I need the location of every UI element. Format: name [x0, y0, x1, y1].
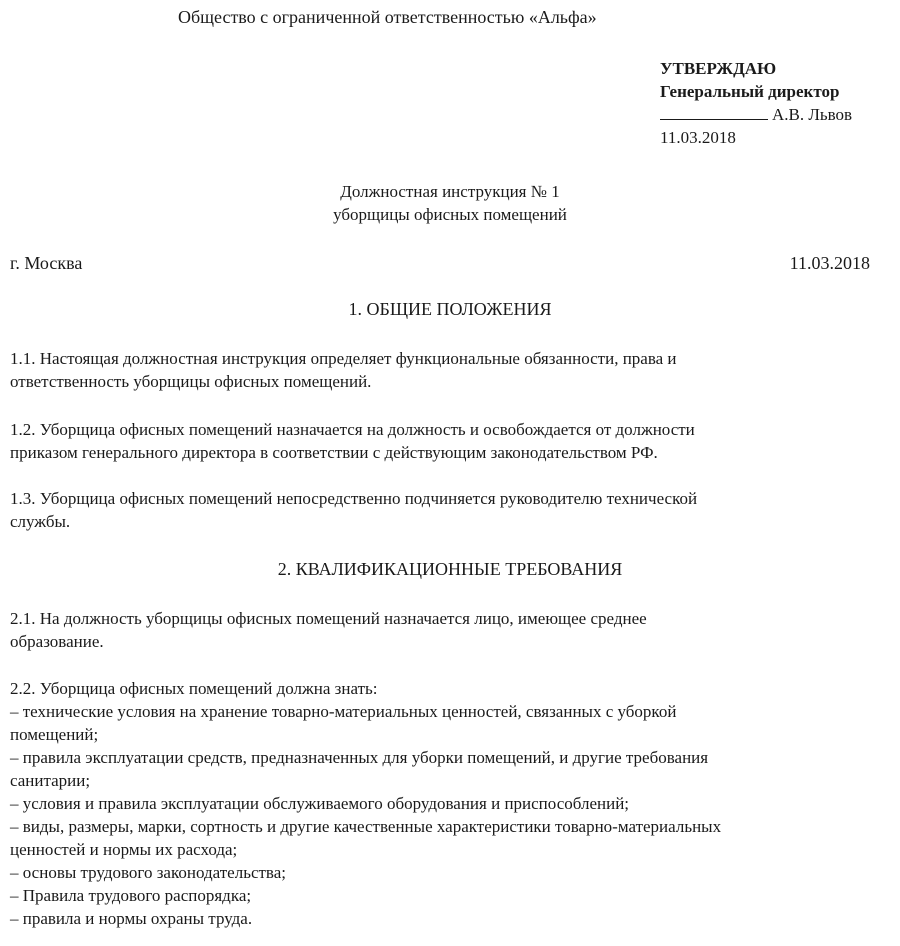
paragraph	[10, 347, 870, 393]
approval-date: 11.03.2018	[660, 128, 736, 147]
section-heading: 2. КВАЛИФИКАЦИОННЫЕ ТРЕБОВАНИЯ	[277, 559, 623, 579]
list-item: – правила и нормы охраны труда.	[10, 909, 253, 928]
list-item: – виды, размеры, марки, сортность и другие качественные характеристики товарно-материальных	[10, 817, 722, 836]
paragraph-line: образование.	[10, 632, 104, 651]
list-item: – Правила трудового распорядка;	[10, 886, 252, 905]
document-city: г. Москва	[10, 253, 83, 273]
approval-block	[660, 57, 895, 149]
document-title-line1: Должностная инструкция № 1	[340, 182, 560, 201]
paragraph-line: 1.1. Настоящая должностная инструкция определяет функциональные обязанности, права и	[10, 349, 677, 368]
document-date: 11.03.2018	[789, 253, 870, 273]
document-title	[0, 180, 900, 226]
approval-stamp: УТВЕРЖДАЮ	[660, 59, 777, 78]
approval-position: Генеральный директор	[660, 82, 840, 101]
list-item: – технические условия на хранение товарно-материальных ценностей, связанных с уборкой	[10, 702, 677, 721]
organization-name: Общество с ограниченной ответственностью «Альфа»	[178, 7, 597, 27]
approval-signature-row	[660, 103, 895, 126]
list-item: – правила эксплуатации средств, предназначенных для уборки помещений, и другие требования	[10, 748, 709, 767]
paragraph	[10, 487, 870, 533]
paragraph-line: приказом генерального директора в соответствии с действующим законодательством РФ.	[10, 443, 658, 462]
paragraph-line: 1.3. Уборщица офисных помещений непосредственно подчиняется руководителю технической	[10, 489, 698, 508]
paragraph	[10, 418, 870, 464]
list-item: – условия и правила эксплуатации обслуживаемого оборудования и приспособлений;	[10, 794, 630, 813]
paragraph	[10, 677, 870, 930]
paragraph-line: 1.2. Уборщица офисных помещений назначается на должность и освобождается от должности	[10, 420, 695, 439]
paragraph-line: ответственность уборщицы офисных помещений.	[10, 372, 372, 391]
list-item: – основы трудового законодательства;	[10, 863, 286, 882]
list-item-continuation: санитарии;	[10, 771, 91, 790]
paragraph-line: 2.2. Уборщица офисных помещений должна знать:	[10, 679, 378, 698]
signature-line	[660, 103, 768, 120]
list-item-continuation: ценностей и нормы их расхода;	[10, 840, 238, 859]
paragraph-line: службы.	[10, 512, 71, 531]
document-title-line2: уборщицы офисных помещений	[333, 205, 567, 224]
paragraph	[10, 607, 870, 653]
paragraph-line: 2.1. На должность уборщицы офисных помещений назначается лицо, имеющее среднее	[10, 609, 647, 628]
section-heading: 1. ОБЩИЕ ПОЛОЖЕНИЯ	[348, 299, 552, 319]
approval-signatory: А.В. Львов	[772, 105, 853, 124]
list-item-continuation: помещений;	[10, 725, 99, 744]
